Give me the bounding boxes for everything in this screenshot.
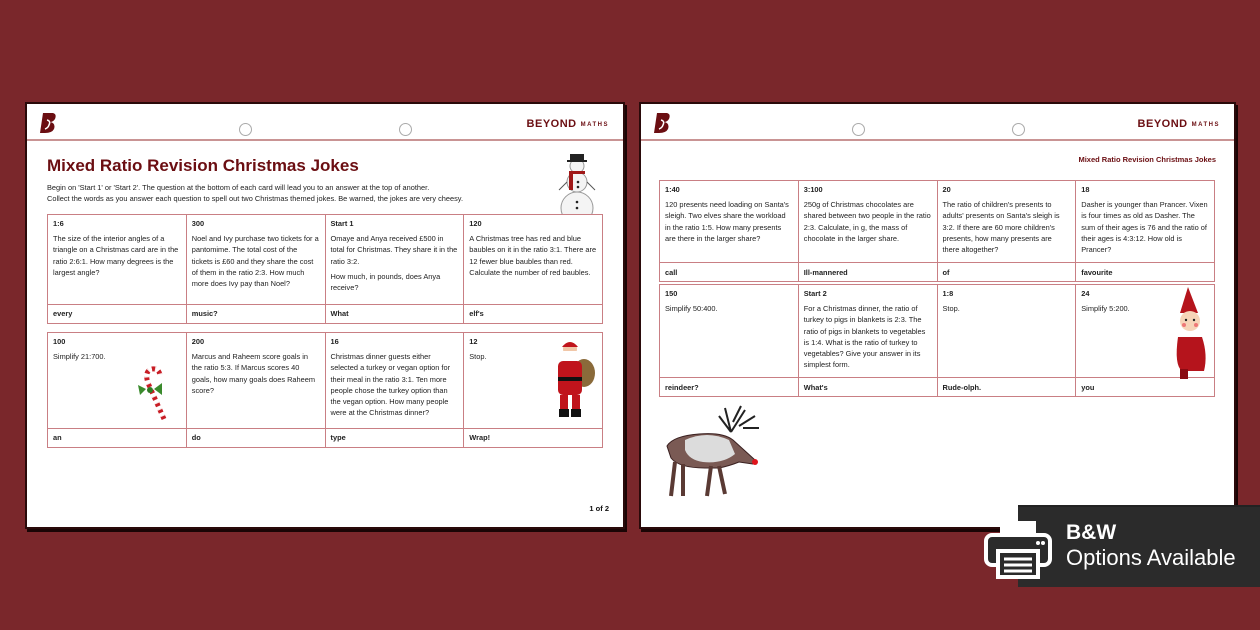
question-card: 200 Marcus and Raheem score goals in the ratio 5:3. If Marcus scores 40 goals, how many goals does Raheem score? xyxy=(186,333,325,429)
joke-word: reindeer? xyxy=(660,378,799,397)
punch-hole xyxy=(1012,123,1025,136)
worksheet-page-1 xyxy=(25,102,625,529)
question-card: 1:8 Stop. xyxy=(937,285,1076,378)
question-card: Start 2 For a Christmas dinner, the ratio of turkey to pigs in blankets is 2:3. The ratio of pigs in blankets to vegetables is 1:4. What is the ratio of turkey to vegetables? Give your answer in its simplest form. xyxy=(798,285,937,378)
question-card: 1:40 120 presents need loading on Santa's sleigh. Two elves share the workload in the ratio 1:5. How many presents are there in the larger share? xyxy=(660,181,799,263)
instructions: Begin on 'Start 1' or 'Start 2'. The question at the bottom of each card will lead you to an answer at the top of another. Collect the words as you answer each question to spell out two Christmas themed jokes. Be warned, the jokes are very cheesy. xyxy=(47,183,463,203)
question-card: 12 Stop. xyxy=(464,333,603,429)
question-card: Start 1 Omaye and Anya received £500 in total for Christmas. They share it in the ratio 3:2. How much, in pounds, does Anya receive? xyxy=(325,215,464,305)
joke-word: type xyxy=(325,429,464,448)
header-rule xyxy=(27,139,623,141)
question-card: 300 Noel and Ivy purchase two tickets for a pantomime. The total cost of the tickets is £60 and they share the cost of them in the ratio 2:3. How much more does Ivy pay than Noel? xyxy=(186,215,325,305)
joke-word: Ill-mannered xyxy=(798,263,937,282)
question-card: 20 The ratio of children's presents to adults' presents on Santa's sleigh is 3:2. If there are 60 more children's presents, how many presents are there altogether? xyxy=(937,181,1076,263)
joke-word: call xyxy=(660,263,799,282)
brand-wordmark: BEYOND MATHS xyxy=(526,118,609,130)
joke-word: What xyxy=(325,305,464,324)
punch-hole xyxy=(399,123,412,136)
joke-word: every xyxy=(48,305,187,324)
question-card: 120 A Christmas tree has red and blue baubles on it in the ratio 3:1. There are 12 fewer blue baubles than red. Calculate the number of red baubles. xyxy=(464,215,603,305)
page-subtitle: Mixed Ratio Revision Christmas Jokes xyxy=(1078,155,1216,164)
joke-word: favourite xyxy=(1076,263,1215,282)
question-card: 1:6 The size of the interior angles of a triangle on a Christmas card are in the ratio 2:6:1. How many degrees is the largest angle? xyxy=(48,215,187,305)
candy-cane-icon xyxy=(136,365,172,421)
bw-options-banner xyxy=(1018,505,1260,587)
page-number: 1 of 2 xyxy=(589,504,609,513)
question-card: 18 Dasher is younger than Prancer. Vixen is four times as old as Dasher. The sum of their ages is 76 and the ratio of their ages is 4:3:12. How old is Prancer? xyxy=(1076,181,1215,263)
printer-icon xyxy=(982,517,1054,579)
question-card: 3:100 250g of Christmas chocolates are shared between two people in the ratio 2:3. Calculate, in g, the mass of chocolate in the larger share. xyxy=(798,181,937,263)
worksheet-page-2 xyxy=(639,102,1236,529)
joke-word: What's xyxy=(798,378,937,397)
punch-hole xyxy=(852,123,865,136)
joke-word: music? xyxy=(186,305,325,324)
joke-word: an xyxy=(48,429,187,448)
elf-icon xyxy=(1168,285,1212,381)
header-rule xyxy=(641,139,1234,141)
joke-word: Rude-olph. xyxy=(937,378,1076,397)
question-card: 24 Simplify 5:200. xyxy=(1076,285,1215,378)
page-title: Mixed Ratio Revision Christmas Jokes xyxy=(47,156,359,175)
joke-word: do xyxy=(186,429,325,448)
question-card: 150 Simplify 50:400. xyxy=(660,285,799,378)
question-cards-row-3 xyxy=(659,180,1215,282)
banner-title: B&W xyxy=(1066,521,1117,544)
brand-wordmark: BEYOND MATHS xyxy=(1137,118,1220,130)
question-cards-row-4 xyxy=(659,284,1215,397)
joke-word: elf's xyxy=(464,305,603,324)
joke-word: of xyxy=(937,263,1076,282)
question-cards-row-1 xyxy=(47,214,603,324)
reindeer-icon xyxy=(659,402,775,500)
punch-hole xyxy=(239,123,252,136)
question-cards-row-2 xyxy=(47,332,603,448)
joke-word: Wrap! xyxy=(464,429,603,448)
beyond-logo-icon xyxy=(39,112,57,134)
beyond-logo-icon xyxy=(653,112,671,134)
question-card: 16 Christmas dinner guests either selected a turkey or vegan option for their meal in the ratio 3:1. Ten more people chose the turkey option than the vegan option. How many people were at the Christmas dinner? xyxy=(325,333,464,429)
santa-icon xyxy=(548,337,598,421)
banner-subtitle: Options Available xyxy=(1066,545,1236,570)
question-card: 100 Simplify 21:700. xyxy=(48,333,187,429)
joke-word: you xyxy=(1076,378,1215,397)
